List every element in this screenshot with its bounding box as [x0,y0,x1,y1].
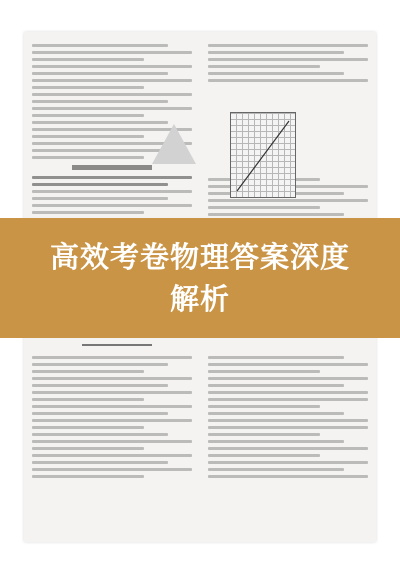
graph-figure [230,112,296,198]
banner-title-line2: 解析 [169,282,230,316]
graph-line [231,113,295,197]
left-lower-text [32,352,192,482]
title-banner [0,218,400,338]
triangle-diagram [152,124,196,164]
right-lower-text [208,352,368,482]
banner-title-line1: 高效考卷物理答案深度 [49,240,350,274]
